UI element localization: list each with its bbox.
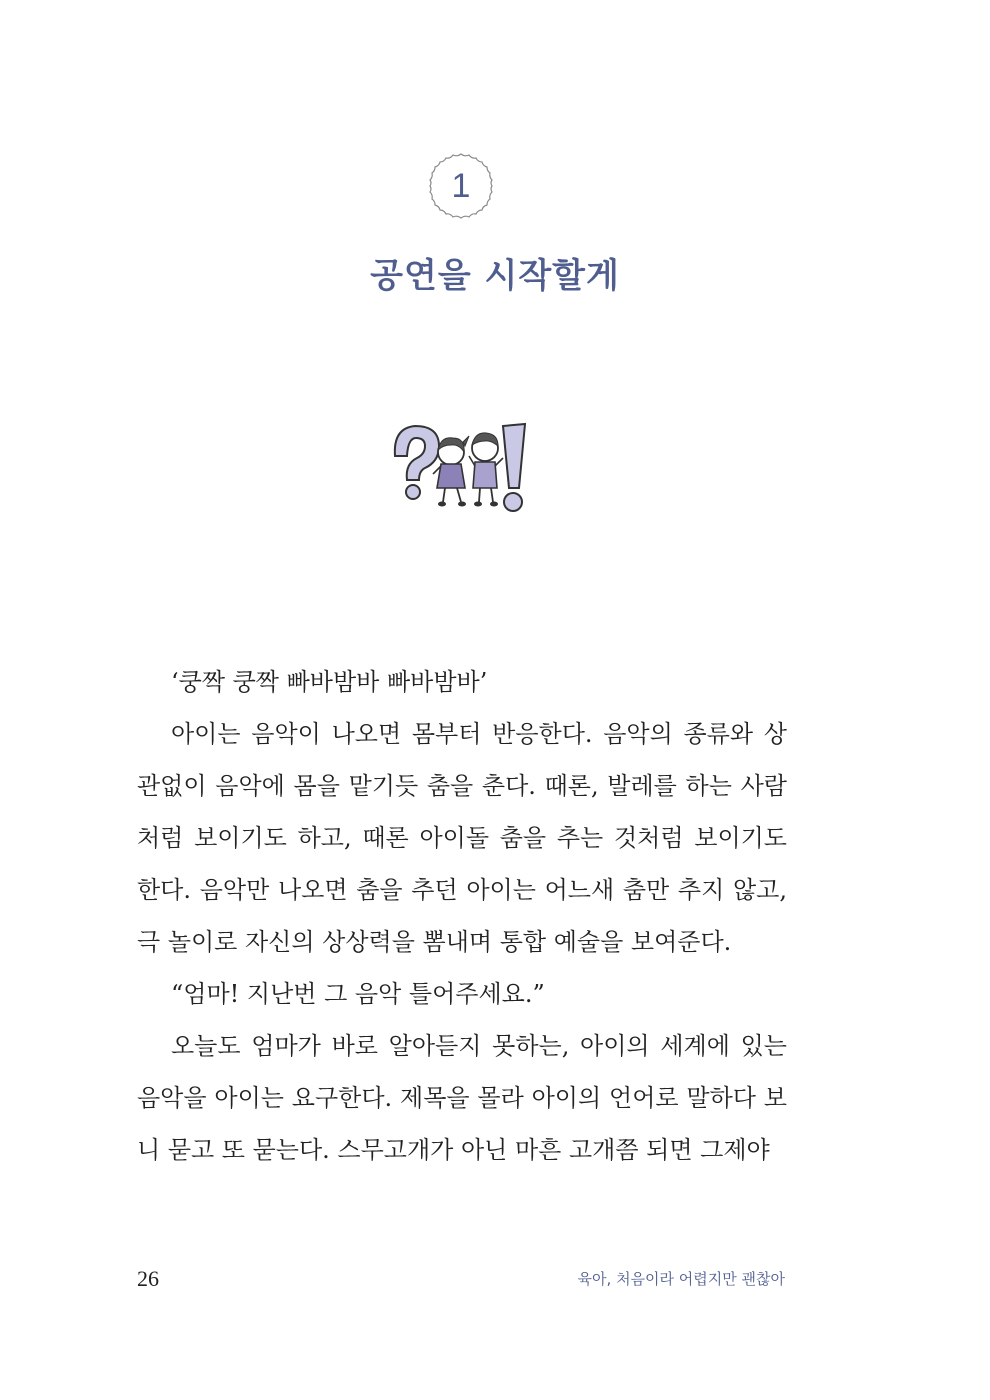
question-exclamation-kids-illustration	[385, 418, 535, 518]
page-number: 26	[137, 1266, 159, 1291]
chapter-number: 1	[451, 167, 471, 205]
girl-figure	[433, 436, 469, 507]
chapter-number-badge	[427, 152, 495, 220]
boy-figure	[469, 433, 503, 507]
chapter-title: 공연을 시작할게	[370, 256, 620, 296]
paragraph: 아이는 음악이 나오면 몸부터 반응한다. 음악의 종류와 상관없이 음악에 몸을 맡기듯 춤을 춘다. 때론, 발레를 하는 사람처럼 보이기도 하고, 때론 아이돌 춤을 추는 것처럼 보이기도 한다. 음악만 나오면 춤을 추던 아이는 어느새 춤만 추지 않고, 극 놀이로 자신의 상상력을 뽐내며 통합 예술을 보여준다.	[137, 720, 787, 956]
running-footer-book-title: 육아, 처음이라 어렵지만 괜찮아	[577, 1270, 785, 1288]
paragraph: 오늘도 엄마가 바로 알아듣지 못하는, 아이의 세계에 있는 음악을 아이는 요구한다. 제목을 몰라 아이의 언어로 말하다 보니 묻고 또 묻는다. 스무고개가 아닌 마흔 고개쯤 되면 그제야	[137, 1032, 787, 1164]
question-mark-shape	[395, 426, 439, 480]
paragraph: ‘쿵짝 쿵짝 빠바밤바 빠바밤바’	[171, 668, 488, 696]
question-dot-shape	[406, 485, 420, 499]
exclamation-dot-shape	[504, 493, 522, 511]
paragraph: “엄마! 지난번 그 음악 틀어주세요.”	[171, 980, 545, 1008]
exclamation-mark-shape	[503, 424, 525, 488]
body-text	[137, 656, 787, 1176]
